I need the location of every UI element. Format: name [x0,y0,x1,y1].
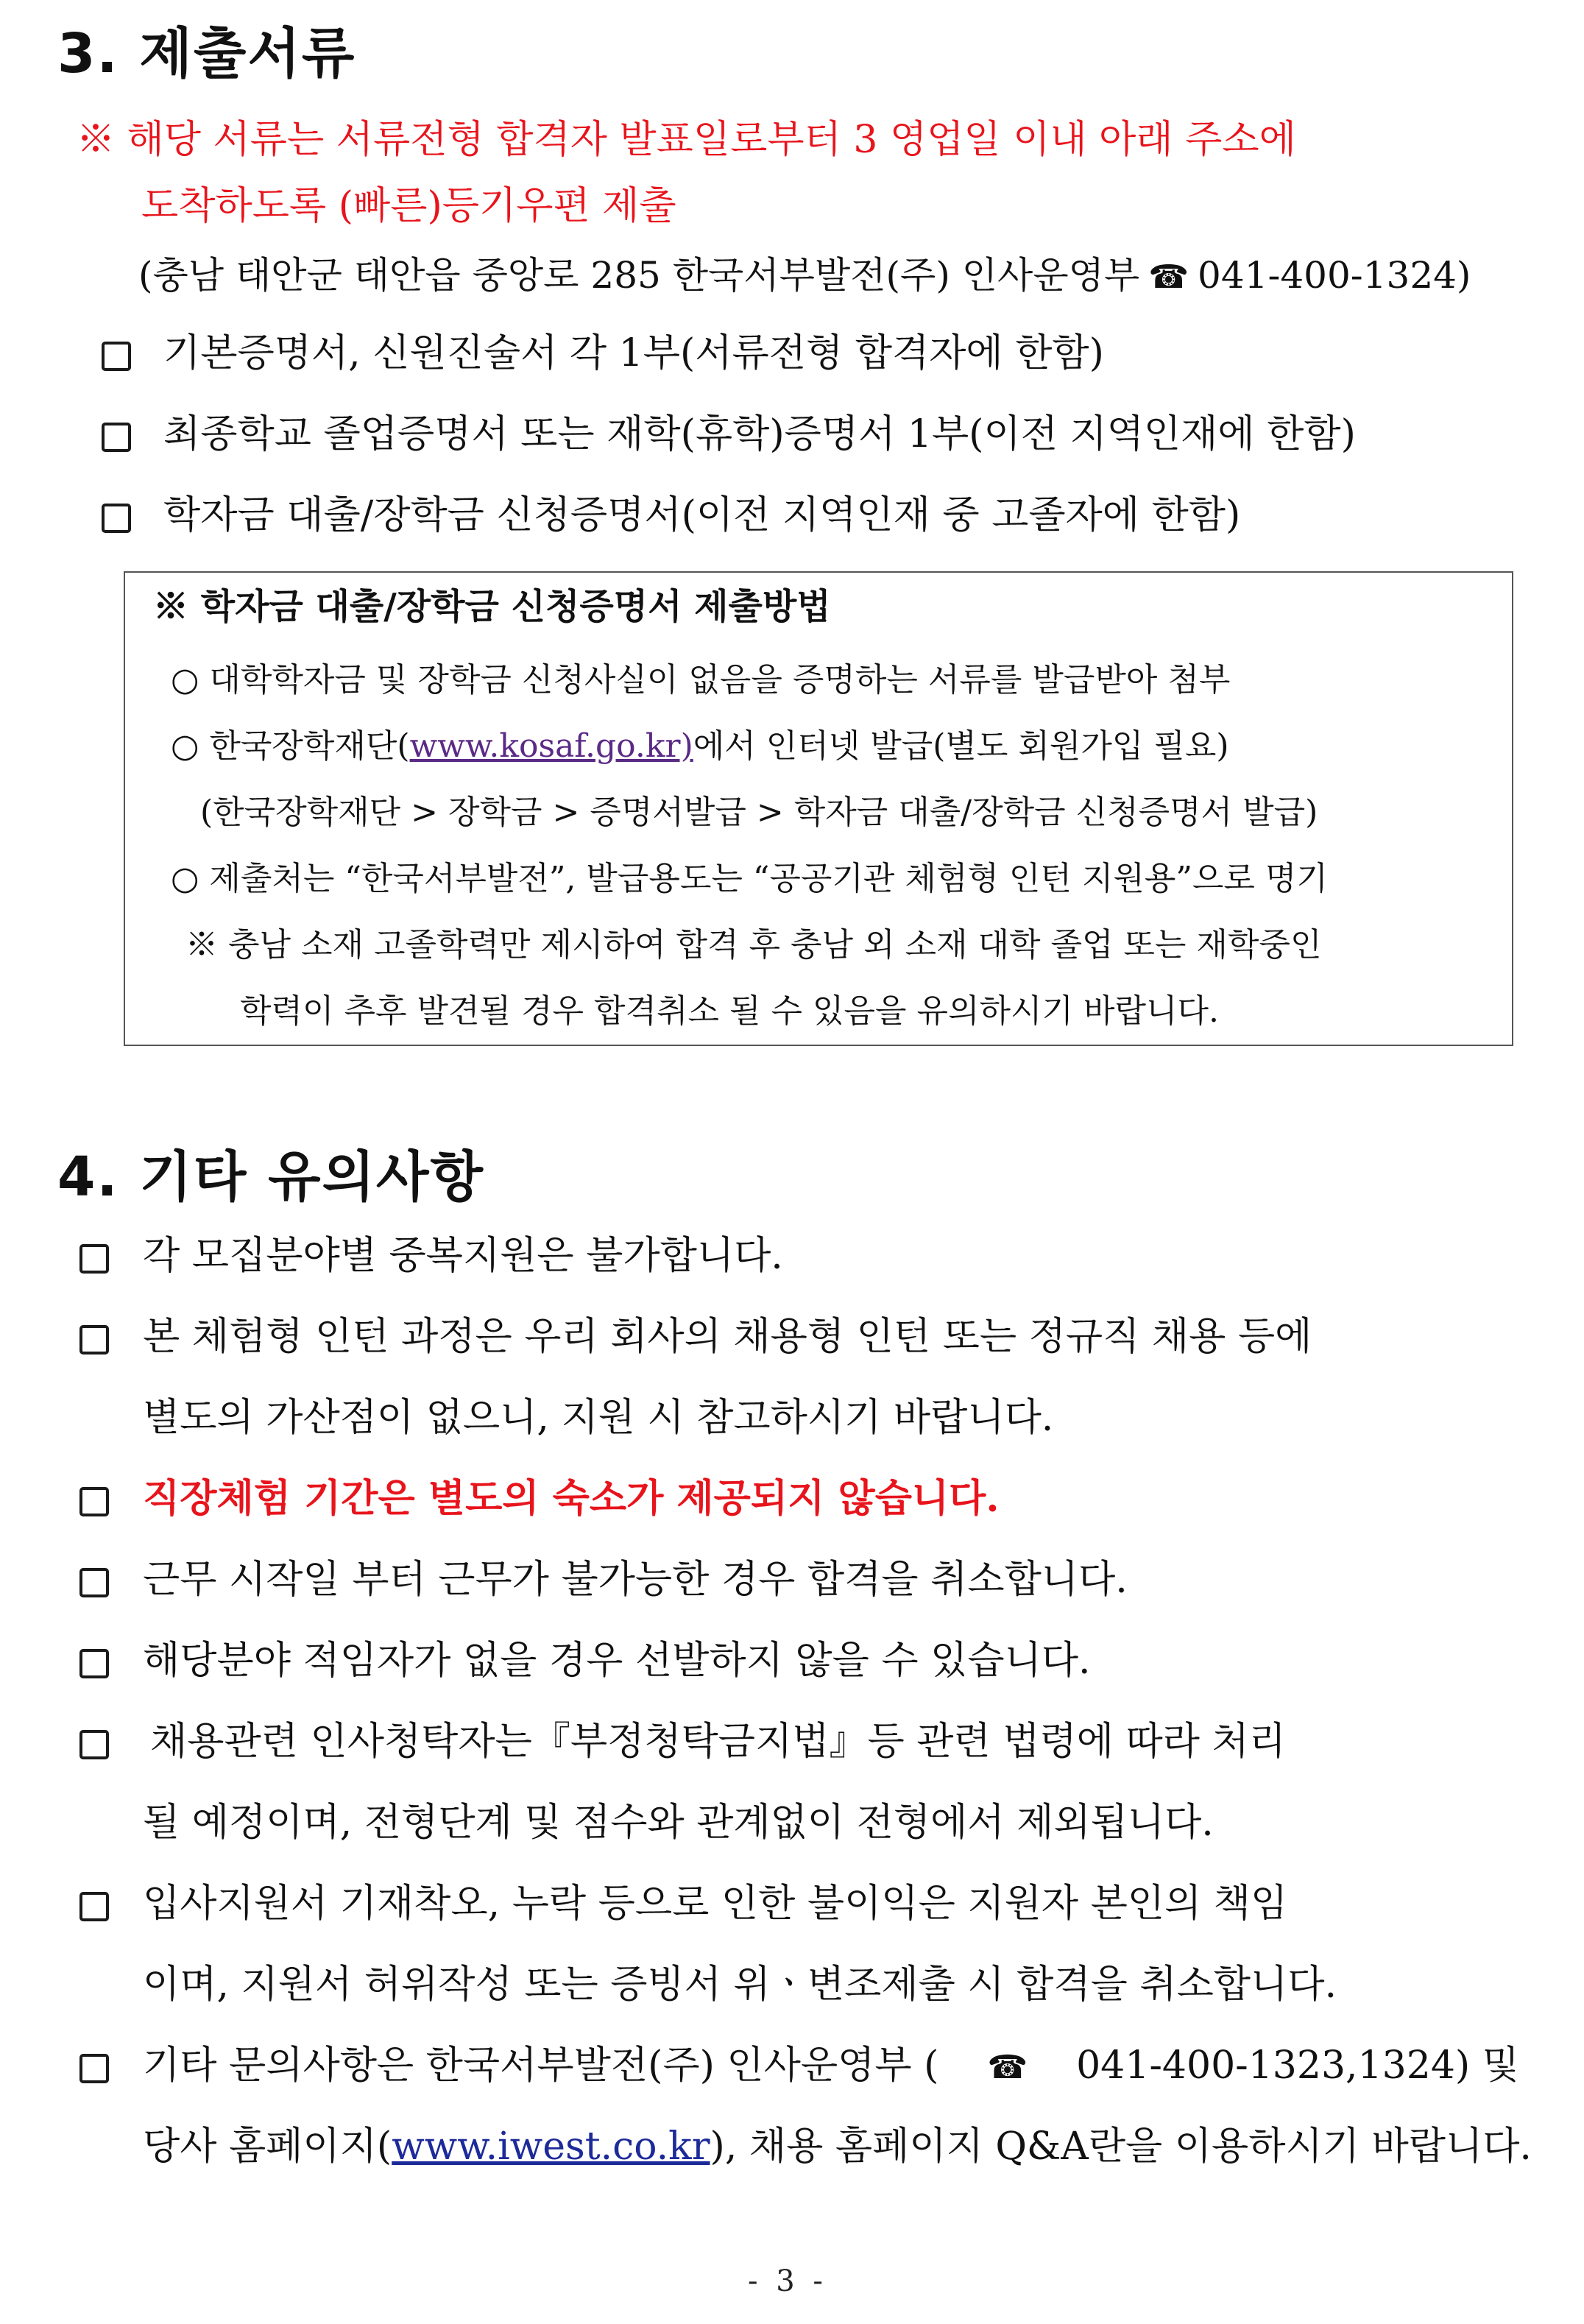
checkbox-icon [102,504,131,533]
section-3-title: 3. 제출서류 [57,22,356,85]
notice-line-2: 도착하도록 (빠른)등기우편 제출 [141,184,676,228]
checkbox-icon [79,1568,109,1597]
note-line-5: ※ 충남 소재 고졸학력만 제시하여 합격 후 충남 외 소재 대학 졸업 또는 재학중인 [185,926,1322,964]
list-item-highlight: 직장체험 기간은 별도의 숙소가 제공되지 않습니다. [143,1476,1000,1521]
list-item: 최종학교 졸업증명서 또는 재학(휴학)증명서 1부(이전 지역인재에 한함) [163,412,1356,456]
kosaf-link[interactable]: www.kosaf.go.kr) [409,727,693,765]
address-text: (충남 태안군 태안읍 중앙로 285 한국서부발전(주) 인사운영부 [138,254,1140,297]
homepage-suffix: ), 채용 홈페이지 Q&A란을 이용하시기 바랍니다. [710,2125,1532,2169]
telephone-icon: ☎ [987,2049,1028,2086]
note-line-4: ○ 제출처는 “한국서부발전”, 발급용도는 “공공기관 체험형 인턴 지원용”으로 명기 [171,860,1328,897]
list-item-continuation [143,2123,1532,2170]
list-item: 채용관련 인사청탁자는『부정청탁금지법』등 관련 법령에 따라 처리 [150,1720,1286,1764]
checkbox-icon [79,1892,109,1921]
contact-text: 기타 문의사항은 한국서부발전(주) 인사운영부 ( [143,2044,939,2088]
list-item: 입사지원서 기재착오, 누락 등으로 인한 불이익은 지원자 본인의 책임 [143,1882,1288,1926]
list-item: 해당분야 적임자가 없을 경우 선발하지 않을 수 있습니다. [143,1639,1091,1683]
iwest-link[interactable]: www.iwest.co.kr [392,2125,710,2169]
list-item: 기본증명서, 신원진술서 각 1부(서류전형 합격자에 한함) [163,331,1104,375]
checkbox-icon [79,1649,109,1678]
note-line-2 [171,726,1229,767]
list-item-continuation: 될 예정이며, 전형단계 및 점수와 관계없이 전형에서 제외됩니다. [143,1801,1214,1845]
checkbox-icon [102,342,131,371]
section-4-title: 4. 기타 유의사항 [57,1145,485,1209]
list-item-continuation: 이며, 지원서 허위작성 또는 증빙서 위ㆍ변조제출 시 합격을 취소합니다. [143,1963,1337,2007]
checkbox-icon [79,1487,109,1516]
list-item-continuation: 별도의 가산점이 없으니, 지원 시 참고하시기 바랍니다. [143,1396,1054,1440]
page-number: - 3 - [748,2264,827,2298]
list-item: 각 모집분야별 중복지원은 불가합니다. [143,1234,783,1278]
list-item: 근무 시작일 부터 근무가 불가능한 경우 합격을 취소합니다. [143,1558,1128,1602]
checkbox-icon [79,1244,109,1274]
list-item: 본 체험형 인턴 과정은 우리 회사의 채용형 인턴 또는 정규직 채용 등에 [143,1315,1312,1359]
contact-phone: 041-400-1323,1324) 및 [1076,2044,1519,2088]
checkbox-icon [102,423,131,452]
note-line-2-suffix: 에서 인터넷 발급(별도 회원가입 필요) [693,727,1229,765]
note-line-2-prefix: ○ 한국장학재단( [171,727,410,765]
note-line-1: ○ 대학학자금 및 장학금 신청사실이 없음을 증명하는 서류를 발급받아 첨부 [171,661,1231,699]
note-line-6: 학력이 추후 발견될 경우 합격취소 될 수 있음을 유의하시기 바랍니다. [240,992,1219,1030]
address-phone: 041-400-1324) [1198,254,1471,297]
list-item: 학자금 대출/장학금 신청증명서(이전 지역인재 중 고졸자에 한함) [163,493,1241,537]
homepage-prefix: 당사 홈페이지( [143,2125,392,2169]
address-line [138,252,1522,301]
list-item [143,2042,1519,2091]
checkbox-icon [79,2054,109,2083]
telephone-icon: ☎ [1148,258,1189,296]
checkbox-icon [79,1730,109,1759]
notice-line-1: ※ 해당 서류는 서류전형 합격자 발표일로부터 3 영업일 이내 아래 주소에 [77,118,1296,162]
note-line-3: (한국장학재단 > 장학금 > 증명서발급 > 학자금 대출/장학금 신청증명서 발급) [200,794,1318,831]
note-box-title: ※ 학자금 대출/장학금 신청증명서 제출방법 [153,586,831,627]
checkbox-icon [79,1325,109,1355]
